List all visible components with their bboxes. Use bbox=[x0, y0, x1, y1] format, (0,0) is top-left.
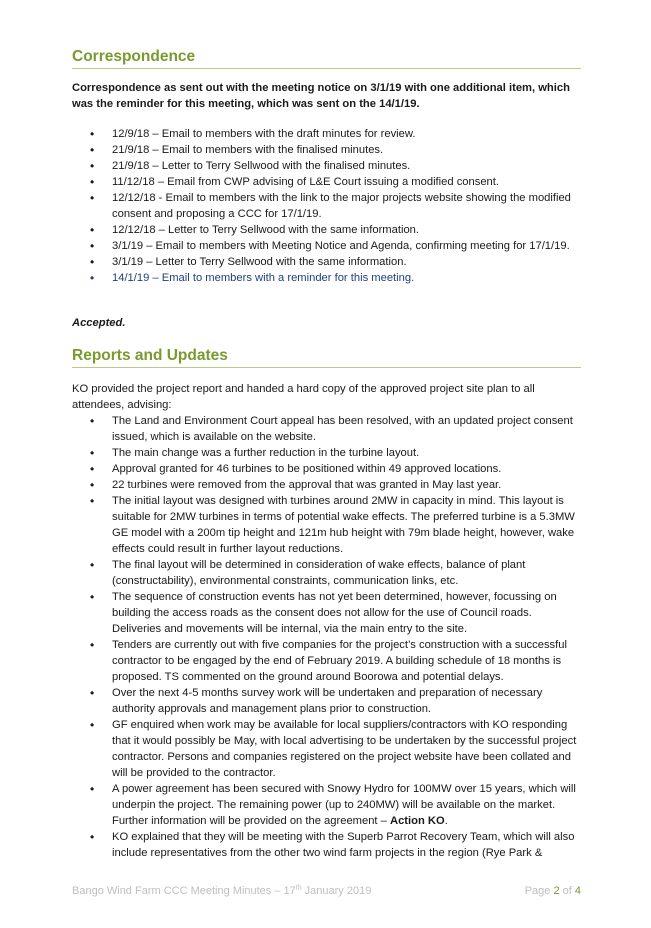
list-item: • 21/9/18 – Email to members with the finalised minutes. bbox=[72, 142, 581, 158]
reports-intro: KO provided the project report and handed a hard copy of the approved project site plan to all attendees, advising: bbox=[72, 383, 535, 411]
correspondence-list bbox=[72, 126, 581, 286]
list-item: • Tenders are currently out with five companies for the project’s construction with a successful contractor to be engaged by the end of February 2019. A building schedule of 18 months is proposed. TS commented on the ground around Boorowa and potential delays. bbox=[72, 637, 581, 685]
list-item: • The main change was a further reduction in the turbine layout. bbox=[72, 445, 581, 461]
action-end: . bbox=[444, 815, 448, 827]
list-item: • Approval granted for 46 turbines to be positioned within 49 approved locations. bbox=[72, 461, 581, 477]
page-number: Page 2 of 4 bbox=[524, 885, 581, 897]
list-item: • The initial layout was designed with turbines around 2MW in capacity in mind. This layout is suitable for 2MW turbines in terms of potential wake effects. The preferred turbine is a 5.3MW GE model with a 200m tip height and 121m hub height with 79m blade height, however, wake effects could result in further layout reductions. bbox=[72, 493, 581, 557]
footer-title: Bango Wind Farm CCC Meeting Minutes – 17th January 2019 bbox=[72, 884, 372, 897]
list-item: • The Land and Environment Court appeal has been resolved, with an updated project consent issued, which is available on the website. bbox=[72, 413, 581, 445]
list-item bbox=[72, 781, 581, 829]
list-item: • The final layout will be determined in consideration of wake effects, balance of plant (constructability), environmental constraints, communication links, etc. bbox=[72, 557, 581, 589]
list-item: • 14/1/19 – Email to members with a reminder for this meeting. bbox=[72, 270, 581, 286]
list-item: • 12/12/18 - Email to members with the link to the major projects website showing the modified consent and proposing a CCC for 17/1/19. bbox=[72, 190, 581, 222]
list-item-text: A power agreement has been secured with Snowy Hydro for 100MW over 15 years, which will underpin the project. The remaining power (up to 240MW) will be available on the market. Further information will be provided on the agreement – bbox=[112, 783, 576, 827]
correspondence-heading: Correspondence bbox=[72, 48, 581, 69]
list-item: • GF enquired when work may be available for local suppliers/contractors with KO responding that it would possibly be May, with local advertising to be undertaken by the successful project contractor. Persons and companies registered on the project website have been collated and will be provided to the contractor. bbox=[72, 717, 581, 781]
list-item: • The sequence of construction events has not yet been determined, however, focussing on building the access roads as the consent does not allow for the use of Council roads. Deliveries and movements will be internal, via the main entry to the site. bbox=[72, 589, 581, 637]
list-item: • 3/1/19 – Letter to Terry Sellwood with the same information. bbox=[72, 254, 581, 270]
current-page: 2 bbox=[553, 885, 560, 897]
list-item: • 3/1/19 – Email to members with Meeting Notice and Agenda, confirming meeting for 17/1/19. bbox=[72, 238, 581, 254]
list-item: • 12/12/18 – Letter to Terry Sellwood with the same information. bbox=[72, 222, 581, 238]
list-item: • 12/9/18 – Email to members with the draft minutes for review. bbox=[72, 126, 581, 142]
action-label: Action KO bbox=[389, 815, 445, 827]
accepted-note: Accepted. bbox=[72, 317, 126, 329]
reports-list bbox=[72, 413, 581, 861]
list-item: • 22 turbines were removed from the approval that was granted in May last year. bbox=[72, 477, 581, 493]
total-pages: 4 bbox=[574, 885, 581, 897]
list-item: • KO explained that they will be meeting with the Superb Parrot Recovery Team, which will also include representatives from the other two wind farm projects in the region (Rye Park & bbox=[72, 829, 581, 861]
list-item: • 21/9/18 – Letter to Terry Sellwood with the finalised minutes. bbox=[72, 158, 581, 174]
reports-heading: Reports and Updates bbox=[72, 347, 581, 368]
list-item: • 11/12/18 – Email from CWP advising of L&E Court issuing a modified consent. bbox=[72, 174, 581, 190]
correspondence-intro: Correspondence as sent out with the meeting notice on 3/1/19 with one additional item, which was the reminder for this meeting, which was sent on the 14/1/19. bbox=[72, 82, 570, 110]
list-item: • Over the next 4-5 months survey work will be undertaken and preparation of necessary authority approvals and management plans prior to construction. bbox=[72, 685, 581, 717]
